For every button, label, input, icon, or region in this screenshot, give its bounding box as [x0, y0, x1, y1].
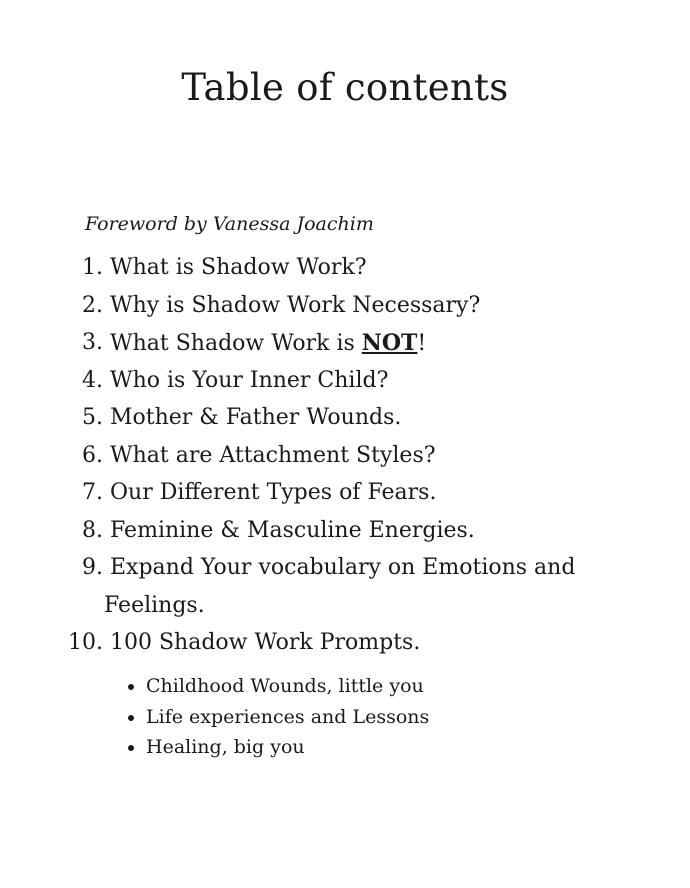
toc-item-number: 1. — [82, 255, 103, 280]
sub-list-item — [0, 703, 690, 734]
toc-item-8 — [0, 515, 690, 553]
sub-list-item — [0, 672, 690, 703]
toc-item-1 — [0, 252, 690, 290]
bullet-icon — [128, 715, 134, 721]
toc-item-5 — [0, 402, 690, 440]
table-of-contents — [0, 252, 690, 665]
sub-list-item-label: Healing, big you — [146, 736, 305, 758]
toc-item-title-start: What Shadow Work is — [110, 331, 362, 356]
toc-item-title: What is Shadow Work? — [110, 255, 367, 280]
sub-list-item — [0, 733, 690, 764]
toc-item-title: Expand Your vocabulary on Emotions and — [110, 555, 576, 580]
toc-item-4 — [0, 365, 690, 403]
toc-item-title: What are Attachment Styles? — [110, 442, 436, 468]
toc-item-6 — [0, 440, 690, 478]
prompts-sub-list — [0, 672, 690, 764]
toc-item-title-emphasis: NOT — [361, 330, 418, 356]
toc-item-title-continuation: Feelings. — [104, 592, 205, 618]
page-title: Table of contents — [181, 66, 509, 109]
sub-list-item-label: Life experiences and Lessons — [146, 705, 430, 728]
sub-list-item-label: Childhood Wounds, little you — [146, 675, 424, 697]
toc-item-number: 2. — [82, 292, 103, 318]
toc-item-number: 10. — [68, 630, 103, 655]
toc-item-number: 6. — [82, 442, 103, 468]
toc-item-number: 9. — [82, 555, 103, 580]
bullet-icon — [128, 684, 134, 690]
toc-item-title: Who is Your Inner Child? — [110, 367, 389, 393]
toc-item-title: Our Different Types of Fears. — [110, 480, 437, 505]
toc-item-number: 5. — [82, 405, 103, 430]
toc-item-7 — [0, 477, 690, 515]
toc-item-9 — [0, 552, 690, 590]
toc-item-number: 4. — [82, 367, 103, 393]
toc-item-title-end: ! — [417, 331, 427, 356]
toc-item-title: 100 Shadow Work Prompts. — [110, 630, 421, 655]
toc-item-number: 3. — [82, 330, 103, 355]
toc-item-3 — [0, 327, 690, 365]
toc-item-title: Feminine & Masculine Energies. — [110, 517, 475, 543]
toc-item-2 — [0, 290, 690, 328]
toc-item-number: 8. — [82, 517, 103, 543]
bullet-icon — [128, 745, 134, 751]
toc-item-9-continuation — [0, 590, 690, 628]
toc-item-number: 7. — [82, 480, 103, 505]
toc-item-10 — [0, 627, 690, 665]
foreword-line: Foreword by Vanessa Joachim — [85, 213, 374, 235]
toc-item-title: Mother & Father Wounds. — [110, 405, 402, 430]
toc-item-title: Why is Shadow Work Necessary? — [110, 292, 481, 318]
toc-item-title — [110, 327, 426, 360]
